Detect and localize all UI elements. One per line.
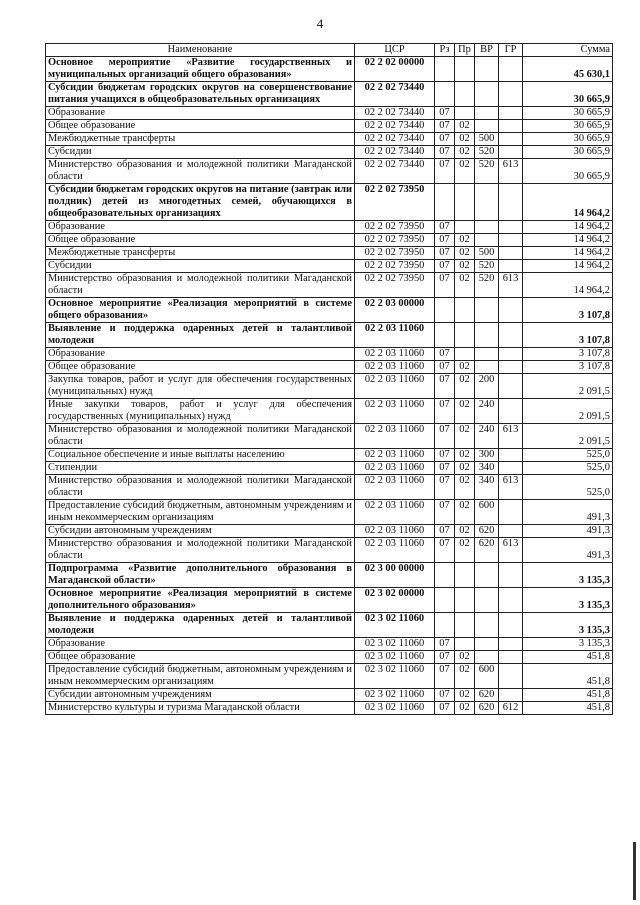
cell-csr: 02 2 03 00000 bbox=[355, 298, 435, 323]
cell-sum: 14 964,2 bbox=[523, 184, 613, 221]
cell-name: Выявление и поддержка одаренных детей и талантливой молодежи bbox=[46, 323, 355, 348]
table-body bbox=[46, 57, 613, 715]
cell-pr: 02 bbox=[455, 538, 475, 563]
cell-vr bbox=[475, 588, 499, 613]
cell-pr: 02 bbox=[455, 651, 475, 664]
cell-name: Межбюджетные трансферты bbox=[46, 133, 355, 146]
cell-gr bbox=[499, 133, 523, 146]
cell-csr: 02 3 02 11060 bbox=[355, 702, 435, 715]
cell-vr bbox=[475, 298, 499, 323]
table-row bbox=[46, 462, 613, 475]
cell-vr: 620 bbox=[475, 702, 499, 715]
cell-sum: 3 107,8 bbox=[523, 323, 613, 348]
cell-csr: 02 3 02 00000 bbox=[355, 588, 435, 613]
cell-sum: 491,3 bbox=[523, 525, 613, 538]
cell-sum: 525,0 bbox=[523, 449, 613, 462]
cell-rz: 07 bbox=[435, 247, 455, 260]
cell-gr bbox=[499, 613, 523, 638]
cell-pr bbox=[455, 563, 475, 588]
cell-sum: 30 665,9 bbox=[523, 120, 613, 133]
cell-csr: 02 2 03 11060 bbox=[355, 500, 435, 525]
cell-rz: 07 bbox=[435, 475, 455, 500]
cell-gr bbox=[499, 664, 523, 689]
cell-name: Основное мероприятие «Реализация мероприятий в системе дополнительного образования» bbox=[46, 588, 355, 613]
cell-csr: 02 3 00 00000 bbox=[355, 563, 435, 588]
cell-pr: 02 bbox=[455, 462, 475, 475]
cell-csr: 02 3 02 11060 bbox=[355, 638, 435, 651]
cell-name: Стипендии bbox=[46, 462, 355, 475]
table-row bbox=[46, 399, 613, 424]
binding-edge-mark bbox=[633, 842, 636, 900]
cell-gr bbox=[499, 221, 523, 234]
cell-sum: 491,3 bbox=[523, 500, 613, 525]
cell-gr bbox=[499, 107, 523, 120]
table-row bbox=[46, 651, 613, 664]
cell-pr: 02 bbox=[455, 399, 475, 424]
cell-pr bbox=[455, 57, 475, 82]
cell-rz bbox=[435, 57, 455, 82]
table-row bbox=[46, 146, 613, 159]
cell-name: Социальное обеспечение и иные выплаты населению bbox=[46, 449, 355, 462]
cell-vr: 620 bbox=[475, 689, 499, 702]
cell-vr bbox=[475, 348, 499, 361]
cell-gr bbox=[499, 500, 523, 525]
cell-sum: 451,8 bbox=[523, 702, 613, 715]
cell-csr: 02 2 03 11060 bbox=[355, 424, 435, 449]
cell-gr bbox=[499, 462, 523, 475]
cell-name: Межбюджетные трансферты bbox=[46, 247, 355, 260]
cell-csr: 02 2 02 73950 bbox=[355, 221, 435, 234]
cell-sum: 14 964,2 bbox=[523, 234, 613, 247]
cell-name: Общее образование bbox=[46, 361, 355, 374]
cell-gr bbox=[499, 234, 523, 247]
cell-sum: 30 665,9 bbox=[523, 82, 613, 107]
cell-pr bbox=[455, 298, 475, 323]
cell-sum: 2 091,5 bbox=[523, 374, 613, 399]
cell-name: Министерство образования и молодежной политики Магаданской области bbox=[46, 538, 355, 563]
cell-rz: 07 bbox=[435, 260, 455, 273]
cell-name: Образование bbox=[46, 638, 355, 651]
cell-gr bbox=[499, 689, 523, 702]
table-row bbox=[46, 588, 613, 613]
cell-rz bbox=[435, 298, 455, 323]
table-row bbox=[46, 273, 613, 298]
cell-rz: 07 bbox=[435, 424, 455, 449]
cell-rz: 07 bbox=[435, 689, 455, 702]
cell-vr: 340 bbox=[475, 475, 499, 500]
cell-name: Основное мероприятие «Развитие государственных и муниципальных организаций общего образования» bbox=[46, 57, 355, 82]
cell-gr: 613 bbox=[499, 475, 523, 500]
cell-vr bbox=[475, 638, 499, 651]
cell-rz: 07 bbox=[435, 273, 455, 298]
header-rz: Рз bbox=[435, 44, 455, 57]
table-row bbox=[46, 563, 613, 588]
cell-rz: 07 bbox=[435, 651, 455, 664]
table-row bbox=[46, 184, 613, 221]
cell-pr: 02 bbox=[455, 234, 475, 247]
cell-vr: 520 bbox=[475, 146, 499, 159]
cell-gr bbox=[499, 323, 523, 348]
table-row bbox=[46, 500, 613, 525]
cell-vr bbox=[475, 57, 499, 82]
cell-vr bbox=[475, 651, 499, 664]
cell-csr: 02 2 02 73950 bbox=[355, 260, 435, 273]
table-row bbox=[46, 638, 613, 651]
cell-pr: 02 bbox=[455, 374, 475, 399]
cell-gr bbox=[499, 120, 523, 133]
cell-gr bbox=[499, 184, 523, 221]
cell-pr bbox=[455, 107, 475, 120]
cell-rz bbox=[435, 563, 455, 588]
cell-name: Субсидии бюджетам городских округов на совершенствование питания учащихся в общеобразовательных организациях bbox=[46, 82, 355, 107]
cell-csr: 02 2 03 11060 bbox=[355, 361, 435, 374]
cell-csr: 02 2 02 73950 bbox=[355, 234, 435, 247]
cell-rz: 07 bbox=[435, 146, 455, 159]
cell-csr: 02 2 02 73950 bbox=[355, 184, 435, 221]
table-row bbox=[46, 449, 613, 462]
cell-name: Субсидии автономным учреждениям bbox=[46, 689, 355, 702]
cell-name: Основное мероприятие «Реализация мероприятий в системе общего образования» bbox=[46, 298, 355, 323]
cell-vr bbox=[475, 221, 499, 234]
cell-sum: 451,8 bbox=[523, 664, 613, 689]
table-row bbox=[46, 133, 613, 146]
cell-vr bbox=[475, 613, 499, 638]
cell-rz: 07 bbox=[435, 500, 455, 525]
cell-rz: 07 bbox=[435, 462, 455, 475]
cell-vr bbox=[475, 120, 499, 133]
cell-sum: 30 665,9 bbox=[523, 107, 613, 120]
cell-rz bbox=[435, 588, 455, 613]
cell-vr bbox=[475, 234, 499, 247]
cell-csr: 02 2 03 11060 bbox=[355, 475, 435, 500]
cell-vr: 340 bbox=[475, 462, 499, 475]
cell-rz: 07 bbox=[435, 234, 455, 247]
cell-vr: 620 bbox=[475, 525, 499, 538]
cell-name: Образование bbox=[46, 348, 355, 361]
cell-sum: 2 091,5 bbox=[523, 424, 613, 449]
cell-gr bbox=[499, 298, 523, 323]
cell-gr bbox=[499, 449, 523, 462]
cell-pr: 02 bbox=[455, 689, 475, 702]
cell-vr bbox=[475, 323, 499, 348]
cell-csr: 02 3 02 11060 bbox=[355, 689, 435, 702]
header-vr: ВР bbox=[475, 44, 499, 57]
cell-name: Министерство образования и молодежной политики Магаданской области bbox=[46, 159, 355, 184]
cell-vr: 520 bbox=[475, 159, 499, 184]
cell-vr: 520 bbox=[475, 260, 499, 273]
cell-sum: 525,0 bbox=[523, 462, 613, 475]
header-sum: Сумма bbox=[523, 44, 613, 57]
cell-csr: 02 2 03 11060 bbox=[355, 399, 435, 424]
table-header-row bbox=[46, 44, 613, 57]
cell-sum: 3 107,8 bbox=[523, 361, 613, 374]
cell-vr: 500 bbox=[475, 133, 499, 146]
table-row bbox=[46, 221, 613, 234]
cell-csr: 02 2 03 11060 bbox=[355, 538, 435, 563]
cell-rz: 07 bbox=[435, 159, 455, 184]
cell-gr bbox=[499, 82, 523, 107]
cell-csr: 02 3 02 11060 bbox=[355, 664, 435, 689]
cell-gr: 613 bbox=[499, 538, 523, 563]
cell-vr bbox=[475, 107, 499, 120]
cell-sum: 3 135,3 bbox=[523, 613, 613, 638]
cell-pr bbox=[455, 613, 475, 638]
cell-sum: 491,3 bbox=[523, 538, 613, 563]
cell-pr: 02 bbox=[455, 702, 475, 715]
cell-rz: 07 bbox=[435, 107, 455, 120]
header-gr: ГР bbox=[499, 44, 523, 57]
cell-csr: 02 2 02 73440 bbox=[355, 159, 435, 184]
cell-vr: 500 bbox=[475, 247, 499, 260]
cell-sum: 451,8 bbox=[523, 689, 613, 702]
cell-vr: 520 bbox=[475, 273, 499, 298]
cell-gr bbox=[499, 563, 523, 588]
table-row bbox=[46, 424, 613, 449]
cell-rz: 07 bbox=[435, 538, 455, 563]
table-row bbox=[46, 374, 613, 399]
cell-name: Образование bbox=[46, 107, 355, 120]
cell-rz bbox=[435, 323, 455, 348]
cell-sum: 3 107,8 bbox=[523, 298, 613, 323]
cell-csr: 02 2 02 73440 bbox=[355, 107, 435, 120]
cell-pr: 02 bbox=[455, 120, 475, 133]
table-row bbox=[46, 298, 613, 323]
cell-rz: 07 bbox=[435, 120, 455, 133]
cell-sum: 3 135,3 bbox=[523, 638, 613, 651]
cell-sum: 45 630,1 bbox=[523, 57, 613, 82]
cell-pr: 02 bbox=[455, 525, 475, 538]
cell-name: Выявление и поддержка одаренных детей и талантливой молодежи bbox=[46, 613, 355, 638]
cell-vr: 240 bbox=[475, 399, 499, 424]
cell-gr bbox=[499, 525, 523, 538]
cell-csr: 02 2 02 73950 bbox=[355, 273, 435, 298]
cell-pr: 02 bbox=[455, 260, 475, 273]
table-row bbox=[46, 323, 613, 348]
cell-rz: 07 bbox=[435, 449, 455, 462]
cell-name: Министерство образования и молодежной политики Магаданской области bbox=[46, 424, 355, 449]
table-row bbox=[46, 475, 613, 500]
cell-vr bbox=[475, 361, 499, 374]
cell-pr: 02 bbox=[455, 500, 475, 525]
cell-name: Субсидии автономным учреждениям bbox=[46, 525, 355, 538]
cell-sum: 3 135,3 bbox=[523, 588, 613, 613]
cell-name: Закупка товаров, работ и услуг для обеспечения государственных (муниципальных) нужд bbox=[46, 374, 355, 399]
cell-pr bbox=[455, 184, 475, 221]
table-row bbox=[46, 361, 613, 374]
table-row bbox=[46, 159, 613, 184]
cell-csr: 02 2 02 00000 bbox=[355, 57, 435, 82]
cell-pr bbox=[455, 588, 475, 613]
header-name: Наименование bbox=[46, 44, 355, 57]
cell-name: Министерство образования и молодежной политики Магаданской области bbox=[46, 273, 355, 298]
cell-pr: 02 bbox=[455, 133, 475, 146]
table-row bbox=[46, 247, 613, 260]
cell-rz: 07 bbox=[435, 221, 455, 234]
cell-gr bbox=[499, 260, 523, 273]
cell-gr: 613 bbox=[499, 424, 523, 449]
cell-pr bbox=[455, 638, 475, 651]
cell-pr: 02 bbox=[455, 664, 475, 689]
cell-rz: 07 bbox=[435, 374, 455, 399]
cell-name: Предоставление субсидий бюджетным, автономным учреждениям и иным некоммерческим организациям bbox=[46, 664, 355, 689]
cell-vr bbox=[475, 563, 499, 588]
cell-sum: 14 964,2 bbox=[523, 273, 613, 298]
table-row bbox=[46, 664, 613, 689]
cell-csr: 02 2 03 11060 bbox=[355, 374, 435, 399]
cell-sum: 525,0 bbox=[523, 475, 613, 500]
table-row bbox=[46, 348, 613, 361]
cell-rz bbox=[435, 613, 455, 638]
cell-name: Подпрограмма «Развитие дополнительного образования в Магаданской области» bbox=[46, 563, 355, 588]
table-row bbox=[46, 260, 613, 273]
header-csr: ЦСР bbox=[355, 44, 435, 57]
cell-csr: 02 3 02 11060 bbox=[355, 651, 435, 664]
cell-pr: 02 bbox=[455, 424, 475, 449]
cell-name: Общее образование bbox=[46, 120, 355, 133]
cell-csr: 02 2 02 73440 bbox=[355, 82, 435, 107]
cell-sum: 3 135,3 bbox=[523, 563, 613, 588]
header-pr: Пр bbox=[455, 44, 475, 57]
cell-name: Общее образование bbox=[46, 651, 355, 664]
cell-vr: 600 bbox=[475, 500, 499, 525]
cell-sum: 30 665,9 bbox=[523, 133, 613, 146]
cell-gr: 612 bbox=[499, 702, 523, 715]
cell-csr: 02 2 03 11060 bbox=[355, 525, 435, 538]
cell-rz bbox=[435, 184, 455, 221]
table-row bbox=[46, 57, 613, 82]
table-row bbox=[46, 702, 613, 715]
cell-csr: 02 2 02 73440 bbox=[355, 133, 435, 146]
cell-rz bbox=[435, 82, 455, 107]
cell-csr: 02 2 02 73440 bbox=[355, 120, 435, 133]
cell-csr: 02 2 03 11060 bbox=[355, 348, 435, 361]
cell-csr: 02 2 03 11060 bbox=[355, 462, 435, 475]
cell-pr: 02 bbox=[455, 449, 475, 462]
cell-gr bbox=[499, 361, 523, 374]
cell-sum: 14 964,2 bbox=[523, 247, 613, 260]
cell-rz: 07 bbox=[435, 348, 455, 361]
cell-name: Иные закупки товаров, работ и услуг для обеспечения государственных (муниципальных) нужд bbox=[46, 399, 355, 424]
cell-name: Субсидии bbox=[46, 146, 355, 159]
cell-gr: 613 bbox=[499, 159, 523, 184]
cell-sum: 2 091,5 bbox=[523, 399, 613, 424]
cell-gr bbox=[499, 57, 523, 82]
cell-name: Субсидии bbox=[46, 260, 355, 273]
cell-pr: 02 bbox=[455, 146, 475, 159]
budget-table bbox=[45, 43, 613, 715]
cell-pr: 02 bbox=[455, 475, 475, 500]
cell-vr: 300 bbox=[475, 449, 499, 462]
cell-gr bbox=[499, 374, 523, 399]
cell-csr: 02 3 02 11060 bbox=[355, 613, 435, 638]
cell-name: Общее образование bbox=[46, 234, 355, 247]
page-number: 4 bbox=[316, 16, 324, 31]
table-row bbox=[46, 538, 613, 563]
cell-sum: 30 665,9 bbox=[523, 146, 613, 159]
cell-vr bbox=[475, 184, 499, 221]
cell-gr bbox=[499, 146, 523, 159]
cell-pr bbox=[455, 323, 475, 348]
cell-vr: 200 bbox=[475, 374, 499, 399]
cell-vr: 620 bbox=[475, 538, 499, 563]
table-row bbox=[46, 234, 613, 247]
cell-name: Предоставление субсидий бюджетным, автономным учреждениям и иным некоммерческим организациям bbox=[46, 500, 355, 525]
cell-rz: 07 bbox=[435, 399, 455, 424]
cell-gr bbox=[499, 399, 523, 424]
cell-gr bbox=[499, 247, 523, 260]
cell-gr bbox=[499, 651, 523, 664]
cell-csr: 02 2 03 11060 bbox=[355, 449, 435, 462]
cell-vr: 600 bbox=[475, 664, 499, 689]
cell-pr bbox=[455, 82, 475, 107]
cell-rz: 07 bbox=[435, 525, 455, 538]
cell-rz: 07 bbox=[435, 638, 455, 651]
table-row bbox=[46, 120, 613, 133]
cell-pr: 02 bbox=[455, 273, 475, 298]
cell-csr: 02 2 02 73950 bbox=[355, 247, 435, 260]
cell-rz: 07 bbox=[435, 664, 455, 689]
cell-sum: 3 107,8 bbox=[523, 348, 613, 361]
cell-name: Субсидии бюджетам городских округов на питание (завтрак или полдник) детей из многодетных семей, обучающихся в общеобразовательных организациях bbox=[46, 184, 355, 221]
cell-csr: 02 2 03 11060 bbox=[355, 323, 435, 348]
cell-rz: 07 bbox=[435, 361, 455, 374]
cell-pr: 02 bbox=[455, 361, 475, 374]
cell-csr: 02 2 02 73440 bbox=[355, 146, 435, 159]
cell-gr: 613 bbox=[499, 273, 523, 298]
table-row bbox=[46, 689, 613, 702]
cell-sum: 14 964,2 bbox=[523, 221, 613, 234]
cell-rz: 07 bbox=[435, 133, 455, 146]
cell-name: Образование bbox=[46, 221, 355, 234]
cell-gr bbox=[499, 638, 523, 651]
cell-pr: 02 bbox=[455, 159, 475, 184]
table-row bbox=[46, 525, 613, 538]
cell-name: Министерство культуры и туризма Магаданской области bbox=[46, 702, 355, 715]
cell-gr bbox=[499, 588, 523, 613]
cell-sum: 30 665,9 bbox=[523, 159, 613, 184]
cell-vr bbox=[475, 82, 499, 107]
cell-sum: 451,8 bbox=[523, 651, 613, 664]
cell-name: Министерство образования и молодежной политики Магаданской области bbox=[46, 475, 355, 500]
table-row bbox=[46, 82, 613, 107]
cell-gr bbox=[499, 348, 523, 361]
table-row bbox=[46, 107, 613, 120]
table-row bbox=[46, 613, 613, 638]
cell-pr: 02 bbox=[455, 247, 475, 260]
cell-pr bbox=[455, 221, 475, 234]
cell-pr bbox=[455, 348, 475, 361]
cell-sum: 14 964,2 bbox=[523, 260, 613, 273]
cell-rz: 07 bbox=[435, 702, 455, 715]
cell-vr: 240 bbox=[475, 424, 499, 449]
